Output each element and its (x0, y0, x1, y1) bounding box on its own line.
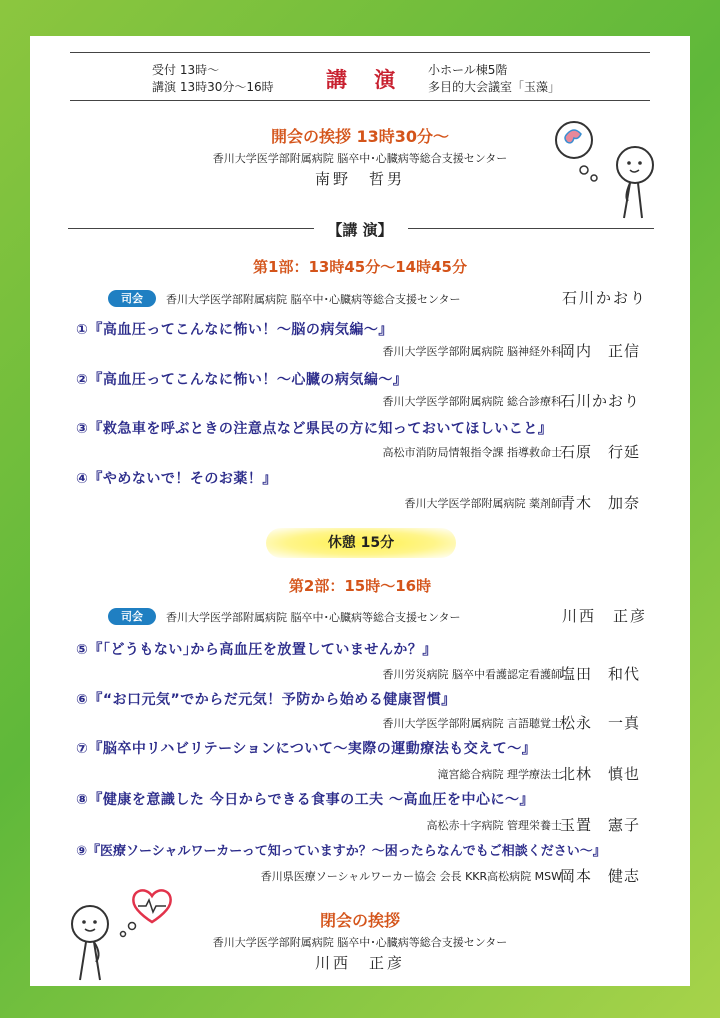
reception-time: 受付 13時〜 (152, 63, 220, 77)
lectures-rule-right (408, 228, 654, 229)
opening-name: 南野 哲男 (314, 170, 405, 188)
talk-4-title: ④『やめないで！そのお薬！』 (76, 471, 277, 487)
venue-room: 多目的大会議室「玉藻」 (428, 80, 561, 94)
talk-9-title: ⑨『医療ソーシャルワーカーって知っていますか？〜困ったらなんでもご相談ください〜』 (76, 844, 606, 859)
lectures-heading: 【講 演】 (327, 221, 393, 239)
talk-9-speaker: 岡本 健志 (560, 867, 641, 885)
talk-1-speaker: 岡内 正信 (560, 342, 641, 360)
header-top-rule (70, 52, 650, 53)
venue-building: 小ホール棟5階 (428, 63, 508, 77)
closing-title: 閉会の挨拶 (319, 911, 400, 930)
program-panel (30, 36, 690, 986)
part2-mc-badge: 司会 (108, 608, 156, 625)
part1-mc-badge: 司会 (108, 290, 156, 307)
talk-8-affiliation: 高松赤十字病院 管理栄養士 (426, 819, 562, 832)
talk-6-title: ⑥『“お口元気”でからだ元気！予防から始める健康習慣』 (76, 692, 456, 708)
schedule-times (152, 62, 274, 96)
talk-2-title: ②『高血圧ってこんなに怖い！〜心臓の病気編〜』 (76, 372, 408, 388)
talk-6-speaker: 松永 一真 (560, 714, 641, 732)
page-title: 講 演 (326, 68, 406, 92)
talk-3-affiliation: 高松市消防局情報指令課 指導救命士 (382, 446, 562, 459)
venue (428, 62, 560, 96)
part2-title: 第2部：15時〜16時 (288, 577, 432, 595)
break-label: 休憩 15分 (266, 528, 456, 558)
talk-8-title: ⑧『健康を意識した 今日からできる食事の工夫 〜高血圧を中心に〜』 (76, 792, 534, 808)
part1-title: 第1部：13時45分〜14時45分 (253, 258, 467, 276)
talk-4-affiliation: 香川大学医学部附属病院 薬剤師 (404, 497, 562, 510)
talk-3-speaker: 石原 行延 (560, 443, 641, 461)
talk-9-affiliation: 香川県医療ソーシャルワーカー協会 会長 KKR高松病院 MSW (260, 870, 562, 883)
talk-4-speaker: 青木 加奈 (560, 494, 641, 512)
part2-mc-name: 川西 正彦 (562, 607, 648, 625)
talk-5-title: ⑤『｢どうもない｣から高血圧を放置していませんか？』 (76, 642, 437, 658)
talk-3-title: ③『救急車を呼ぶときの注意点など県民の方に知っておいてほしいこと』 (76, 421, 553, 437)
closing-name: 川西 正彦 (314, 954, 405, 972)
opening-affiliation: 香川大学医学部附属病院 脳卒中･心臓病等総合支援センター (212, 152, 508, 165)
talk-8-speaker: 玉置 憲子 (560, 816, 641, 834)
thinking-character-icon (550, 120, 660, 220)
talk-5-speaker: 塩田 和代 (560, 665, 641, 683)
part1-mc-name: 石川かおり (562, 289, 648, 307)
talk-7-speaker: 北林 慎也 (560, 765, 641, 783)
lecture-time: 講演 13時30分〜16時 (152, 80, 274, 94)
part1-mc-affiliation: 香川大学医学部附属病院 脳卒中･心臓病等総合支援センター (166, 293, 461, 306)
opening-title: 開会の挨拶 13時30分〜 (270, 127, 450, 146)
talk-2-affiliation: 香川大学医学部附属病院 総合診療科 (382, 395, 562, 408)
talk-7-title: ⑦『脳卒中リハビリテーションについて〜実際の運動療法も交えて〜』 (76, 741, 537, 757)
talk-6-affiliation: 香川大学医学部附属病院 言語聴覚士 (382, 717, 562, 730)
talk-1-affiliation: 香川大学医学部附属病院 脳神経外科 (382, 345, 562, 358)
talk-1-title: ①『高血圧ってこんなに怖い！〜脳の病気編〜』 (76, 322, 393, 338)
header-bottom-rule (70, 100, 650, 101)
talk-2-speaker: 石川かおり (560, 392, 641, 410)
talk-5-affiliation: 香川労災病院 脳卒中看護認定看護師 (382, 668, 562, 681)
part2-mc-affiliation: 香川大学医学部附属病院 脳卒中･心臓病等総合支援センター (166, 611, 461, 624)
closing-affiliation: 香川大学医学部附属病院 脳卒中･心臓病等総合支援センター (212, 936, 508, 949)
talk-7-affiliation: 滝宮総合病院 理学療法士 (437, 768, 562, 781)
